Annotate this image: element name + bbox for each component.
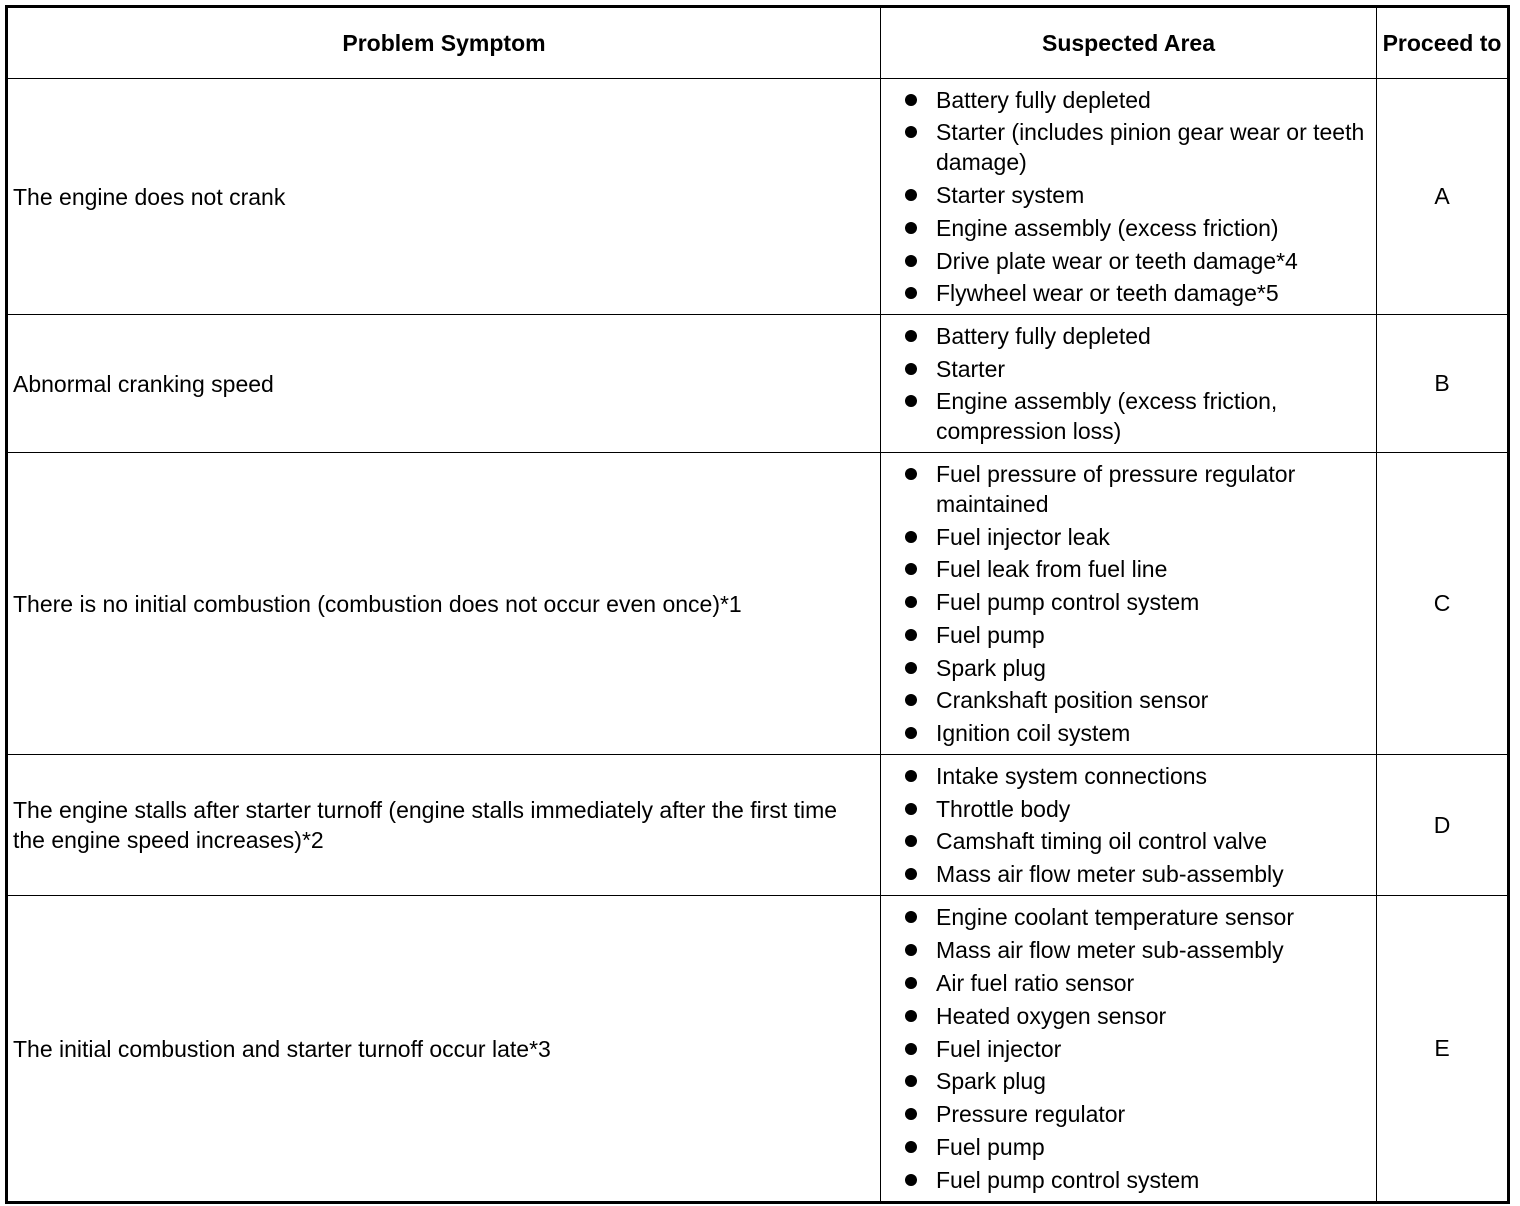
proceed-cell: E	[1377, 896, 1509, 1203]
suspected-area-item: Pressure regulator	[881, 1099, 1376, 1129]
suspected-area-list	[881, 757, 1376, 893]
suspected-area-item: Spark plug	[881, 1066, 1376, 1096]
suspected-area-item: Battery fully depleted	[881, 321, 1376, 351]
suspected-area-item: Starter	[881, 354, 1376, 384]
suspected-area-list	[881, 455, 1376, 753]
suspected-area-item: Engine assembly (excess friction)	[881, 213, 1376, 243]
symptom-cell: The engine does not crank	[7, 79, 881, 315]
suspected-area-list	[881, 317, 1376, 451]
header-problem-symptom: Problem Symptom	[7, 7, 881, 79]
suspected-area-item: Fuel pump	[881, 620, 1376, 650]
suspected-area-item: Starter system	[881, 180, 1376, 210]
symptom-cell: Abnormal cranking speed	[7, 315, 881, 453]
suspected-area-item: Fuel injector	[881, 1034, 1376, 1064]
suspected-area-item: Mass air flow meter sub-assembly	[881, 859, 1376, 889]
suspected-area-item: Throttle body	[881, 794, 1376, 824]
suspected-area-item: Battery fully depleted	[881, 85, 1376, 115]
suspected-area-item: Ignition coil system	[881, 718, 1376, 748]
troubleshooting-table-container	[5, 5, 1507, 1201]
suspected-area-item: Flywheel wear or teeth damage*5	[881, 278, 1376, 308]
suspected-area-item: Fuel injector leak	[881, 522, 1376, 552]
suspected-area-item: Drive plate wear or teeth damage*4	[881, 246, 1376, 276]
suspected-area-item: Engine assembly (excess friction, compression loss)	[881, 386, 1376, 446]
table-row	[7, 79, 1509, 315]
suspected-area-item: Mass air flow meter sub-assembly	[881, 935, 1376, 965]
suspected-area-item: Fuel pump	[881, 1132, 1376, 1162]
table-row	[7, 453, 1509, 755]
proceed-cell: C	[1377, 453, 1509, 755]
suspected-area-item: Fuel pump control system	[881, 1165, 1376, 1195]
suspected-area-item: Fuel pressure of pressure regulator maintained	[881, 459, 1376, 519]
suspected-area-cell	[881, 755, 1377, 896]
suspected-area-cell	[881, 453, 1377, 755]
symptom-cell: The engine stalls after starter turnoff (engine stalls immediately after the first time the engine speed increases)*2	[7, 755, 881, 896]
symptom-cell: There is no initial combustion (combustion does not occur even once)*1	[7, 453, 881, 755]
suspected-area-item: Air fuel ratio sensor	[881, 968, 1376, 998]
header-proceed-to: Proceed to	[1377, 7, 1509, 79]
suspected-area-cell	[881, 79, 1377, 315]
suspected-area-item: Starter (includes pinion gear wear or teeth damage)	[881, 117, 1376, 177]
suspected-area-list	[881, 898, 1376, 1198]
suspected-area-item: Heated oxygen sensor	[881, 1001, 1376, 1031]
header-suspected-area: Suspected Area	[881, 7, 1377, 79]
table-row	[7, 755, 1509, 896]
proceed-cell: A	[1377, 79, 1509, 315]
suspected-area-item: Camshaft timing oil control valve	[881, 826, 1376, 856]
table-row	[7, 896, 1509, 1203]
table-row	[7, 315, 1509, 453]
suspected-area-list	[881, 81, 1376, 313]
proceed-cell: B	[1377, 315, 1509, 453]
suspected-area-cell	[881, 315, 1377, 453]
suspected-area-item: Engine coolant temperature sensor	[881, 902, 1376, 932]
troubleshooting-table	[5, 5, 1510, 1204]
suspected-area-item: Fuel leak from fuel line	[881, 554, 1376, 584]
proceed-cell: D	[1377, 755, 1509, 896]
header-row	[7, 7, 1509, 79]
symptom-cell: The initial combustion and starter turnoff occur late*3	[7, 896, 881, 1203]
suspected-area-item: Fuel pump control system	[881, 587, 1376, 617]
suspected-area-item: Intake system connections	[881, 761, 1376, 791]
suspected-area-item: Spark plug	[881, 653, 1376, 683]
suspected-area-item: Crankshaft position sensor	[881, 685, 1376, 715]
suspected-area-cell	[881, 896, 1377, 1203]
